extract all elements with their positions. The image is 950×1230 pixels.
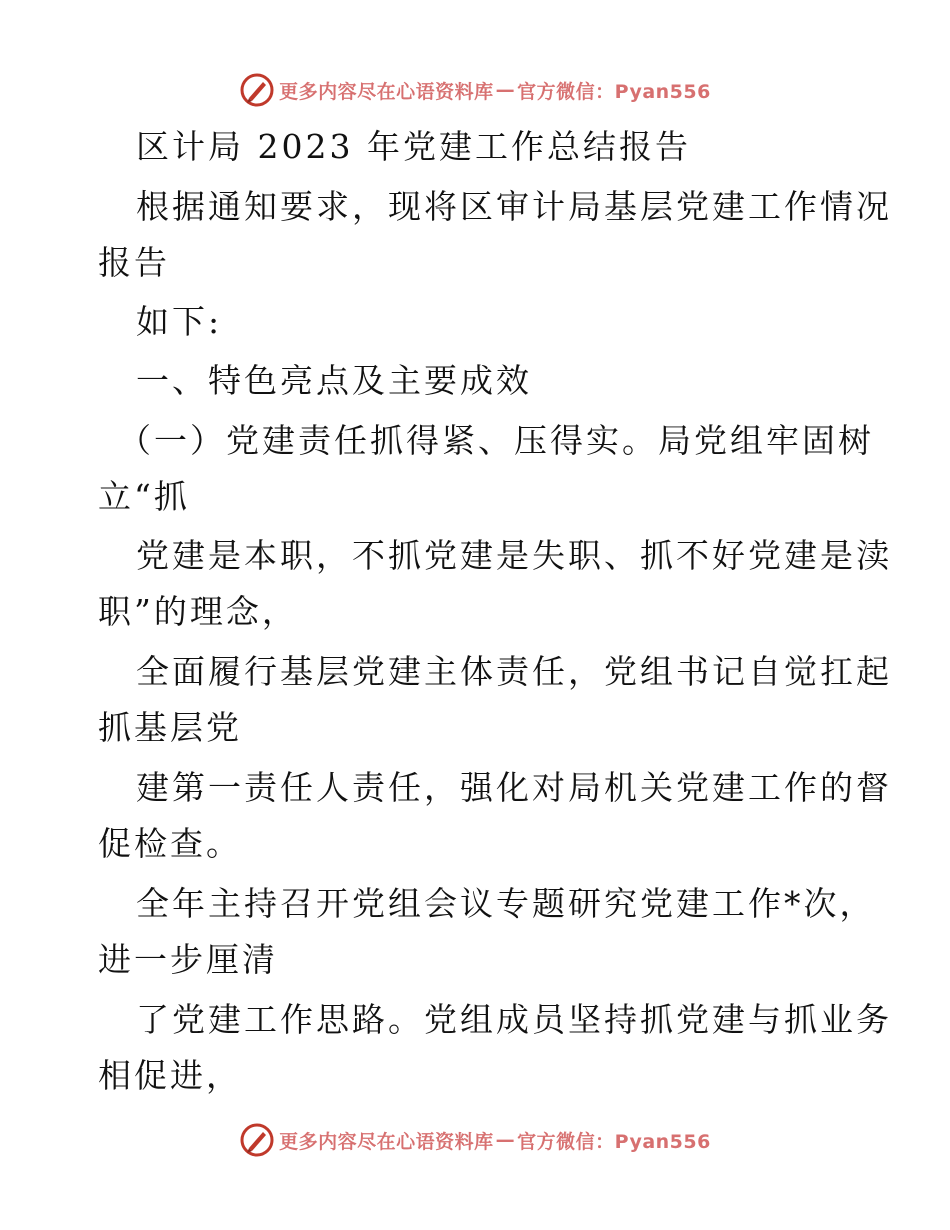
text-line: 促检查。 bbox=[98, 824, 242, 863]
pen-logo-icon bbox=[239, 72, 275, 108]
watermark-text: 更多内容尽在心语资料库 bbox=[279, 1130, 494, 1153]
text-line: 报告 bbox=[98, 243, 170, 282]
pen-logo-icon bbox=[239, 1122, 275, 1158]
text-line: 了党建工作思路。党组成员坚持抓党建与抓业务 bbox=[136, 1000, 892, 1039]
text-line: 全年主持召开党组会议专题研究党建工作*次， bbox=[136, 884, 876, 923]
footer-watermark bbox=[0, 1120, 950, 1160]
watermark-text: 更多内容尽在心语资料库 bbox=[279, 80, 494, 103]
text-line: 如下: bbox=[136, 302, 223, 341]
header-watermark bbox=[0, 70, 950, 110]
watermark-separator: — bbox=[495, 79, 516, 101]
watermark-contact: 官方微信：Pyan556 bbox=[517, 1130, 711, 1153]
text-line: 建第一责任人责任，强化对局机关党建工作的督 bbox=[136, 768, 892, 807]
subsection-heading: （一）党建责任抓得紧、压得实。局党组牢固树 bbox=[118, 421, 874, 460]
document-title: 区计局 2023 年党建工作总结报告 bbox=[136, 127, 691, 166]
text-line: 立“抓 bbox=[98, 477, 190, 516]
watermark-contact: 官方微信：Pyan556 bbox=[517, 80, 711, 103]
watermark-separator: — bbox=[495, 1129, 516, 1151]
text-line: 职”的理念， bbox=[98, 592, 298, 631]
text-line: 全面履行基层党建主体责任，党组书记自觉扛起 bbox=[136, 652, 892, 691]
text-line: 进一步厘清 bbox=[98, 940, 278, 979]
text-line: 根据通知要求，现将区审计局基层党建工作情况 bbox=[136, 187, 892, 226]
section-heading: 一、特色亮点及主要成效 bbox=[136, 361, 532, 400]
text-line: 抓基层党 bbox=[98, 708, 242, 747]
text-line: 相促进， bbox=[98, 1056, 242, 1095]
text-line: 党建是本职，不抓党建是失职、抓不好党建是渎 bbox=[136, 536, 892, 575]
